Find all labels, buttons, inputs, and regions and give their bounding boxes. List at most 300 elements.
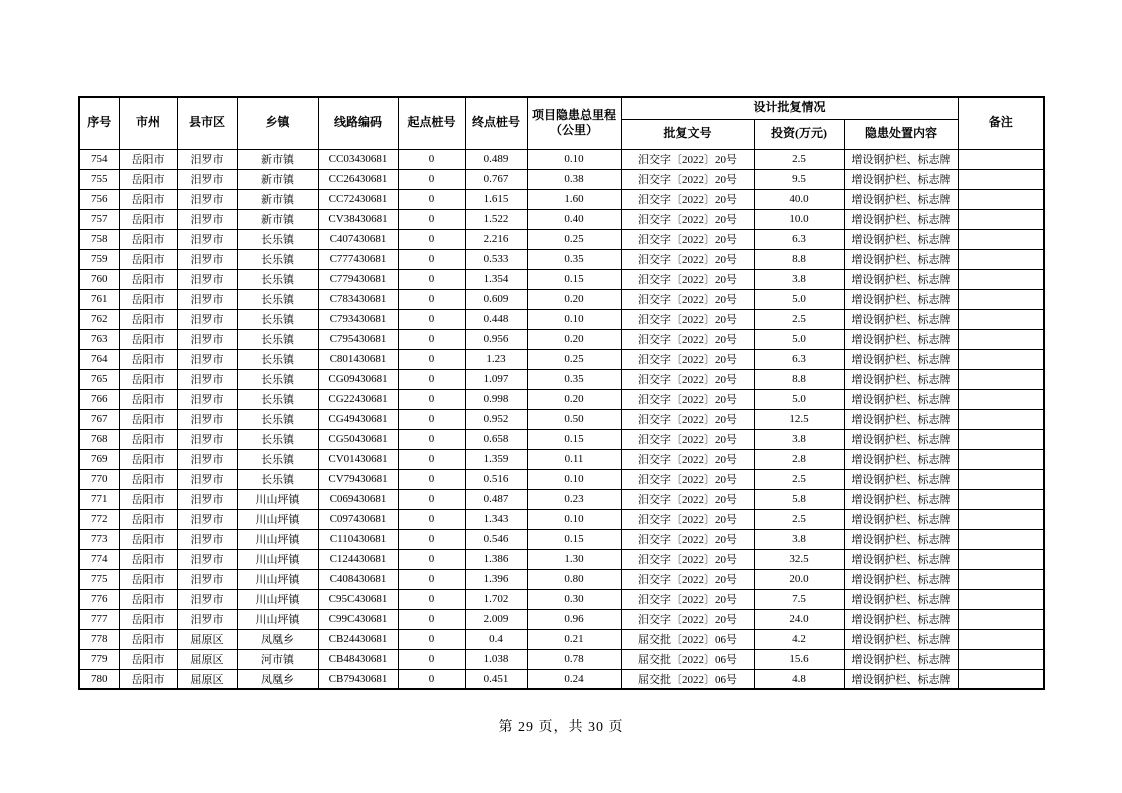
table-cell: 岳阳市 [119, 609, 177, 629]
header-route-code: 线路编码 [318, 97, 398, 149]
table-cell: 川山坪镇 [237, 589, 318, 609]
table-row [79, 429, 1044, 449]
table-cell: 0 [398, 369, 465, 389]
table-cell: 0 [398, 189, 465, 209]
table-cell: 774 [79, 549, 119, 569]
table-cell [958, 309, 1044, 329]
table-cell: 增设钢护栏、标志牌 [844, 269, 958, 289]
table-cell: 岳阳市 [119, 189, 177, 209]
table-cell: 757 [79, 209, 119, 229]
table-cell: 长乐镇 [237, 289, 318, 309]
table-cell: 汨罗市 [177, 409, 237, 429]
table-cell: 5.0 [754, 289, 844, 309]
table-cell: 756 [79, 189, 119, 209]
table-cell: 5.0 [754, 329, 844, 349]
table-cell: 新市镇 [237, 149, 318, 169]
table-row [79, 629, 1044, 649]
table-row [79, 669, 1044, 689]
table-cell: 0.35 [527, 369, 621, 389]
table-cell: 7.5 [754, 589, 844, 609]
table-cell: C069430681 [318, 489, 398, 509]
table-cell: C95C430681 [318, 589, 398, 609]
table-cell: 0.767 [465, 169, 527, 189]
header-end-stake: 终点桩号 [465, 97, 527, 149]
table-cell: 0 [398, 669, 465, 689]
table-cell: 2.009 [465, 609, 527, 629]
table-cell: 0 [398, 249, 465, 269]
table-row [79, 189, 1044, 209]
table-cell: CV01430681 [318, 449, 398, 469]
table-cell: 长乐镇 [237, 449, 318, 469]
table-cell: 6.3 [754, 229, 844, 249]
header-design-approval-group: 设计批复情况 [621, 97, 958, 119]
header-county: 县市区 [177, 97, 237, 149]
table-row [79, 349, 1044, 369]
table-header [79, 97, 1044, 149]
table-cell: 汨罗市 [177, 569, 237, 589]
table-cell: 0 [398, 589, 465, 609]
table-cell: CB48430681 [318, 649, 398, 669]
table-cell: 增设钢护栏、标志牌 [844, 569, 958, 589]
table-row [79, 169, 1044, 189]
table-cell: 0 [398, 289, 465, 309]
table-cell: CC72430681 [318, 189, 398, 209]
table-cell: 汨交字〔2022〕20号 [621, 349, 754, 369]
table-row [79, 469, 1044, 489]
table-cell: 10.0 [754, 209, 844, 229]
table-cell: 4.8 [754, 669, 844, 689]
table-cell: 长乐镇 [237, 269, 318, 289]
table-cell: 0.25 [527, 349, 621, 369]
table-cell: 增设钢护栏、标志牌 [844, 649, 958, 669]
table-cell: 0.78 [527, 649, 621, 669]
table-cell: 779 [79, 649, 119, 669]
table-cell: 增设钢护栏、标志牌 [844, 329, 958, 349]
table-cell: 汨交字〔2022〕20号 [621, 449, 754, 469]
table-cell: 768 [79, 429, 119, 449]
table-cell: 6.3 [754, 349, 844, 369]
table-cell: 岳阳市 [119, 289, 177, 309]
table-cell: 汨罗市 [177, 469, 237, 489]
table-cell: 759 [79, 249, 119, 269]
table-row [79, 229, 1044, 249]
table-cell: 河市镇 [237, 649, 318, 669]
table-cell: 762 [79, 309, 119, 329]
table-cell: 长乐镇 [237, 369, 318, 389]
table-cell: 汨交字〔2022〕20号 [621, 389, 754, 409]
table-cell: 汨交字〔2022〕20号 [621, 149, 754, 169]
header-hazard-disposal: 隐患处置内容 [844, 119, 958, 149]
table-cell: 754 [79, 149, 119, 169]
table-cell [958, 489, 1044, 509]
table-cell: CB79430681 [318, 669, 398, 689]
table-cell: 汨交字〔2022〕20号 [621, 549, 754, 569]
table-cell: 778 [79, 629, 119, 649]
table-cell: 20.0 [754, 569, 844, 589]
table-cell: 3.8 [754, 269, 844, 289]
table-cell: 0 [398, 449, 465, 469]
table-cell: 0.658 [465, 429, 527, 449]
table-cell: 0 [398, 349, 465, 369]
table-cell: 汨交字〔2022〕20号 [621, 409, 754, 429]
table-cell: 0.20 [527, 329, 621, 349]
table-cell: 0 [398, 409, 465, 429]
table-cell: 汨罗市 [177, 369, 237, 389]
table-cell: 0 [398, 629, 465, 649]
table-cell: 769 [79, 449, 119, 469]
table-cell [958, 289, 1044, 309]
table-cell: CC03430681 [318, 149, 398, 169]
table-cell: 2.216 [465, 229, 527, 249]
table-cell: 0 [398, 149, 465, 169]
table-cell: 新市镇 [237, 169, 318, 189]
table-cell [958, 349, 1044, 369]
table-cell: 8.8 [754, 369, 844, 389]
table-cell: 5.0 [754, 389, 844, 409]
table-cell: 0.15 [527, 429, 621, 449]
table-cell [958, 249, 1044, 269]
table-cell [958, 469, 1044, 489]
table-cell: 汨交字〔2022〕20号 [621, 609, 754, 629]
table-row [79, 289, 1044, 309]
table-cell: 0.20 [527, 389, 621, 409]
table-cell: 增设钢护栏、标志牌 [844, 289, 958, 309]
table-cell: 9.5 [754, 169, 844, 189]
table-cell: 汨罗市 [177, 349, 237, 369]
table-cell: 屈原区 [177, 629, 237, 649]
table-cell: 岳阳市 [119, 409, 177, 429]
table-cell: 岳阳市 [119, 389, 177, 409]
table-cell: 汨罗市 [177, 269, 237, 289]
table-cell: 761 [79, 289, 119, 309]
table-cell: 岳阳市 [119, 229, 177, 249]
table-cell: 1.038 [465, 649, 527, 669]
table-cell: 屈交批〔2022〕06号 [621, 629, 754, 649]
table-cell: 24.0 [754, 609, 844, 629]
table-cell: 760 [79, 269, 119, 289]
table-cell: 汨罗市 [177, 549, 237, 569]
table-cell: 766 [79, 389, 119, 409]
table-cell: C124430681 [318, 549, 398, 569]
table-cell: 0 [398, 569, 465, 589]
table-cell: 长乐镇 [237, 249, 318, 269]
table-cell: 0 [398, 269, 465, 289]
table-cell: 长乐镇 [237, 349, 318, 369]
table-cell: 汨罗市 [177, 529, 237, 549]
table-cell: 1.23 [465, 349, 527, 369]
table-body [79, 149, 1044, 689]
table-cell: 0.50 [527, 409, 621, 429]
table-cell: 0.448 [465, 309, 527, 329]
table-cell: CG49430681 [318, 409, 398, 429]
table-cell: 763 [79, 329, 119, 349]
table-cell: 汨交字〔2022〕20号 [621, 469, 754, 489]
table-cell: 15.6 [754, 649, 844, 669]
table-row [79, 609, 1044, 629]
table-cell: 0.24 [527, 669, 621, 689]
table-cell: 汨罗市 [177, 289, 237, 309]
table-cell: 767 [79, 409, 119, 429]
table-cell: 0.15 [527, 529, 621, 549]
table-cell: 川山坪镇 [237, 529, 318, 549]
table-cell: 0 [398, 469, 465, 489]
table-cell: 0.20 [527, 289, 621, 309]
table-cell: 776 [79, 589, 119, 609]
table-cell: 765 [79, 369, 119, 389]
table-cell: 汨罗市 [177, 489, 237, 509]
table-cell: 岳阳市 [119, 629, 177, 649]
table-cell: 0.40 [527, 209, 621, 229]
table-cell: 0.25 [527, 229, 621, 249]
table-cell: 0 [398, 389, 465, 409]
table-cell: 岳阳市 [119, 569, 177, 589]
table-row [79, 309, 1044, 329]
table-cell: 0 [398, 609, 465, 629]
table-cell: 0.451 [465, 669, 527, 689]
table-cell: 汨罗市 [177, 209, 237, 229]
table-cell: 汨罗市 [177, 609, 237, 629]
table-cell: 0.10 [527, 309, 621, 329]
table-cell: 岳阳市 [119, 669, 177, 689]
table-cell [958, 209, 1044, 229]
table-cell: 增设钢护栏、标志牌 [844, 429, 958, 449]
table-cell: CV79430681 [318, 469, 398, 489]
table-cell: 3.8 [754, 429, 844, 449]
table-cell: 772 [79, 509, 119, 529]
table-cell: 0 [398, 429, 465, 449]
table-cell: 川山坪镇 [237, 569, 318, 589]
table-cell: 0.489 [465, 149, 527, 169]
table-cell [958, 569, 1044, 589]
table-cell: 汨交字〔2022〕20号 [621, 489, 754, 509]
table-cell: 1.097 [465, 369, 527, 389]
table-cell: 汨交字〔2022〕20号 [621, 529, 754, 549]
table-cell: 长乐镇 [237, 309, 318, 329]
table-cell: 岳阳市 [119, 169, 177, 189]
header-investment: 投资(万元) [754, 119, 844, 149]
table-cell: 增设钢护栏、标志牌 [844, 249, 958, 269]
table-cell: 岳阳市 [119, 489, 177, 509]
table-cell: 2.5 [754, 469, 844, 489]
table-cell: 川山坪镇 [237, 489, 318, 509]
table-cell: 0.23 [527, 489, 621, 509]
table-cell: 0.516 [465, 469, 527, 489]
table-cell: CB24430681 [318, 629, 398, 649]
table-cell: 0 [398, 329, 465, 349]
table-cell: 0.35 [527, 249, 621, 269]
table-cell [958, 509, 1044, 529]
table-cell: 汨罗市 [177, 249, 237, 269]
table-cell: C110430681 [318, 529, 398, 549]
table-cell: 汨交字〔2022〕20号 [621, 289, 754, 309]
table-cell: 773 [79, 529, 119, 549]
table-row [79, 569, 1044, 589]
table-cell: 777 [79, 609, 119, 629]
table-cell: 0 [398, 309, 465, 329]
table-cell: 汨交字〔2022〕20号 [621, 189, 754, 209]
table-row [79, 409, 1044, 429]
table-cell: 岳阳市 [119, 369, 177, 389]
table-cell: 汨交字〔2022〕20号 [621, 249, 754, 269]
table-cell: 32.5 [754, 549, 844, 569]
table-cell: 汨交字〔2022〕20号 [621, 429, 754, 449]
table-cell: 增设钢护栏、标志牌 [844, 189, 958, 209]
table-cell [958, 149, 1044, 169]
table-cell: 增设钢护栏、标志牌 [844, 489, 958, 509]
table-cell: C777430681 [318, 249, 398, 269]
header-prefecture: 市州 [119, 97, 177, 149]
table-cell: 0.956 [465, 329, 527, 349]
table-cell: 0 [398, 209, 465, 229]
table-cell: 758 [79, 229, 119, 249]
table-cell: 增设钢护栏、标志牌 [844, 469, 958, 489]
table-cell: 汨罗市 [177, 229, 237, 249]
table-cell: 汨罗市 [177, 389, 237, 409]
page-footer: 第 29 页，共 30 页 [498, 720, 624, 735]
table-cell: 岳阳市 [119, 509, 177, 529]
table-cell: C408430681 [318, 569, 398, 589]
table-cell: 增设钢护栏、标志牌 [844, 449, 958, 469]
table-cell [958, 429, 1044, 449]
table-cell: 岳阳市 [119, 209, 177, 229]
table-cell: 岳阳市 [119, 449, 177, 469]
table-cell: 长乐镇 [237, 469, 318, 489]
header-remarks: 备注 [958, 97, 1044, 149]
table-cell: C801430681 [318, 349, 398, 369]
table-cell: 长乐镇 [237, 229, 318, 249]
table-cell: 2.5 [754, 509, 844, 529]
table-cell: 增设钢护栏、标志牌 [844, 169, 958, 189]
table-cell: 40.0 [754, 189, 844, 209]
table-cell: 0.96 [527, 609, 621, 629]
table-cell: 0.487 [465, 489, 527, 509]
table-cell: 0 [398, 509, 465, 529]
table-cell: 775 [79, 569, 119, 589]
table-row [79, 269, 1044, 289]
table-cell: 1.702 [465, 589, 527, 609]
table-cell: 2.5 [754, 309, 844, 329]
table-cell: 汨罗市 [177, 189, 237, 209]
table-cell: 0.533 [465, 249, 527, 269]
header-hazard-mileage: 项目隐患总里程（公里） [527, 97, 621, 149]
table-cell: 汨交字〔2022〕20号 [621, 209, 754, 229]
table-cell: 0.80 [527, 569, 621, 589]
table-cell: 2.5 [754, 149, 844, 169]
table-cell: 增设钢护栏、标志牌 [844, 389, 958, 409]
table-row [79, 329, 1044, 349]
table-cell: 增设钢护栏、标志牌 [844, 509, 958, 529]
table-cell: 川山坪镇 [237, 609, 318, 629]
table-cell: 屈交批〔2022〕06号 [621, 669, 754, 689]
table-cell [958, 669, 1044, 689]
table-cell: 岳阳市 [119, 589, 177, 609]
table-cell [958, 649, 1044, 669]
table-cell: 岳阳市 [119, 649, 177, 669]
table-cell: 755 [79, 169, 119, 189]
table-row [79, 369, 1044, 389]
table-row [79, 149, 1044, 169]
table-row [79, 509, 1044, 529]
table-cell: 增设钢护栏、标志牌 [844, 589, 958, 609]
table-cell: 增设钢护栏、标志牌 [844, 669, 958, 689]
table-cell: CV38430681 [318, 209, 398, 229]
table-cell: C99C430681 [318, 609, 398, 629]
table-cell: 770 [79, 469, 119, 489]
table-cell: 0.998 [465, 389, 527, 409]
table-cell: 汨交字〔2022〕20号 [621, 169, 754, 189]
table-cell: 0.609 [465, 289, 527, 309]
table-row [79, 649, 1044, 669]
table-cell: 长乐镇 [237, 409, 318, 429]
table-cell [958, 629, 1044, 649]
table-cell: 1.522 [465, 209, 527, 229]
table-row [79, 249, 1044, 269]
table-cell: 0.30 [527, 589, 621, 609]
table-cell: 汨交字〔2022〕20号 [621, 269, 754, 289]
table-cell: 0.15 [527, 269, 621, 289]
table-cell: 0.38 [527, 169, 621, 189]
table-cell [958, 189, 1044, 209]
table-cell [958, 329, 1044, 349]
table-cell: C795430681 [318, 329, 398, 349]
table-cell [958, 449, 1044, 469]
table-cell: 新市镇 [237, 189, 318, 209]
table-cell: 汨交字〔2022〕20号 [621, 229, 754, 249]
table-cell: 0.10 [527, 469, 621, 489]
header-township: 乡镇 [237, 97, 318, 149]
table-cell: 增设钢护栏、标志牌 [844, 629, 958, 649]
table-cell: 1.615 [465, 189, 527, 209]
table-cell: 汨交字〔2022〕20号 [621, 509, 754, 529]
table-cell: 屈交批〔2022〕06号 [621, 649, 754, 669]
table-cell [958, 269, 1044, 289]
table-cell: 屈原区 [177, 649, 237, 669]
table-cell: 0.11 [527, 449, 621, 469]
table-cell: C779430681 [318, 269, 398, 289]
table-cell: 增设钢护栏、标志牌 [844, 309, 958, 329]
table-cell: 长乐镇 [237, 329, 318, 349]
table-cell: 12.5 [754, 409, 844, 429]
table-cell: 岳阳市 [119, 249, 177, 269]
table-cell: 岳阳市 [119, 469, 177, 489]
table-cell: 汨罗市 [177, 149, 237, 169]
table-cell: 0.21 [527, 629, 621, 649]
table-cell: 汨交字〔2022〕20号 [621, 329, 754, 349]
table-cell: 4.2 [754, 629, 844, 649]
table-cell: 增设钢护栏、标志牌 [844, 409, 958, 429]
table-cell: 增设钢护栏、标志牌 [844, 529, 958, 549]
table-cell [958, 529, 1044, 549]
table-cell: CC26430681 [318, 169, 398, 189]
table-cell: 岳阳市 [119, 429, 177, 449]
table-cell: 0 [398, 649, 465, 669]
table-cell: 岳阳市 [119, 329, 177, 349]
table-cell: 0 [398, 169, 465, 189]
table-cell: 增设钢护栏、标志牌 [844, 149, 958, 169]
table-cell: CG09430681 [318, 369, 398, 389]
table-cell: 岳阳市 [119, 309, 177, 329]
header-serial-number: 序号 [79, 97, 119, 149]
table-cell: 长乐镇 [237, 429, 318, 449]
table-cell: 长乐镇 [237, 389, 318, 409]
table-cell: 1.396 [465, 569, 527, 589]
table-cell: 1.386 [465, 549, 527, 569]
table-cell: 岳阳市 [119, 529, 177, 549]
table-cell: 1.60 [527, 189, 621, 209]
table-cell: 岳阳市 [119, 269, 177, 289]
table-cell: 汨罗市 [177, 449, 237, 469]
header-start-stake: 起点桩号 [398, 97, 465, 149]
